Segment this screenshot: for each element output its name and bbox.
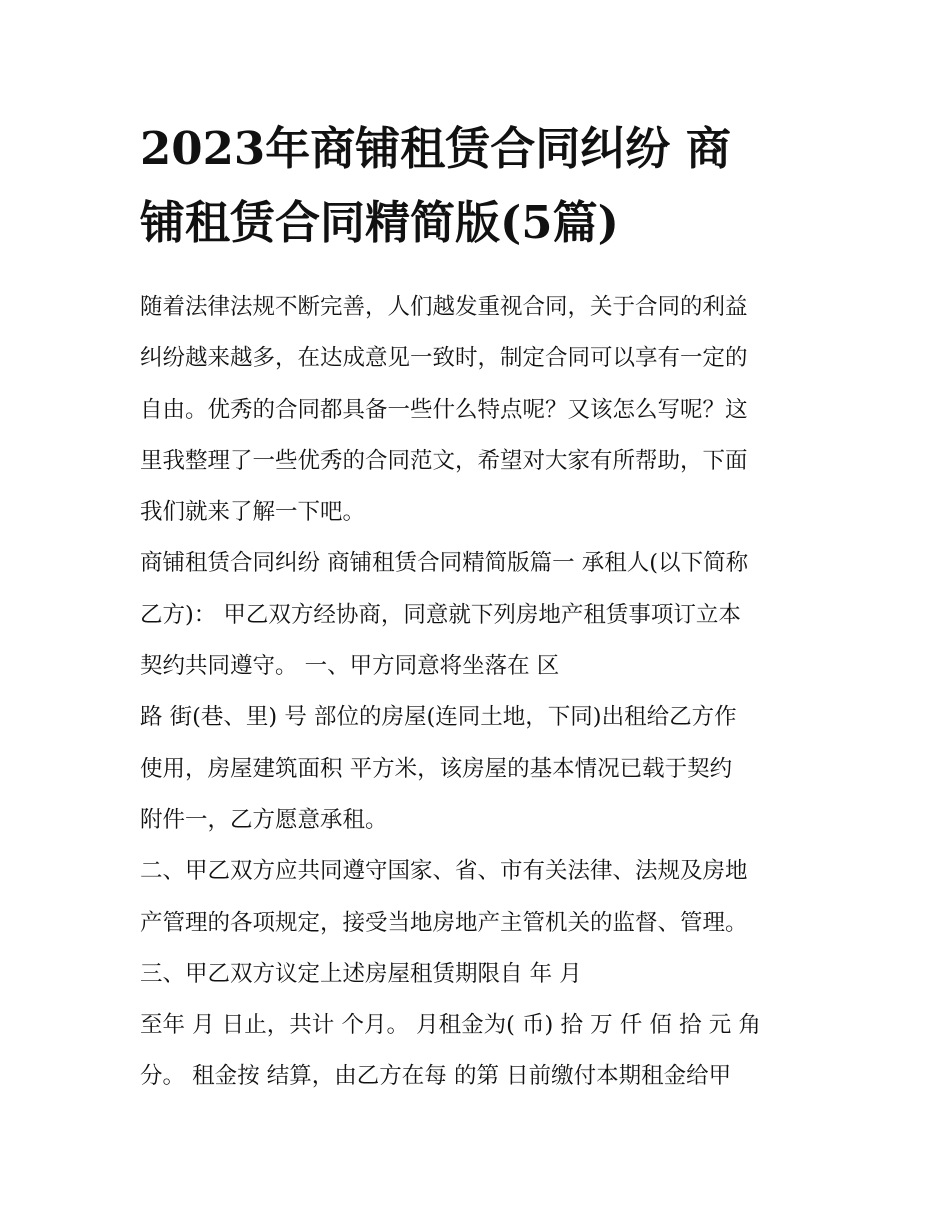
body-line: 商铺租赁合同纠纷 商铺租赁合同精简版篇一 承租人(以下简称 (140, 550, 749, 577)
body-line: 使用，房屋建筑面积 平方米，该房屋的基本情况已载于契约 (140, 755, 733, 782)
body-line: 分。 租金按 结算，由乙方在每 的第 日前缴付本期租金给甲 (140, 1063, 732, 1090)
title-line: 2023年商铺租赁合同纠纷 商 (140, 122, 731, 175)
body-line: 自由。优秀的合同都具备一些什么特点呢？又该怎么写呢？这 (140, 396, 748, 423)
title-line: 铺租赁合同精简版(5篇) (140, 196, 619, 249)
document-title (140, 112, 820, 260)
body-line: 至年 月 日止，共计 个月。 月租金为( 币) 拾 万 仟 佰 拾 元 角 (140, 1012, 761, 1039)
document-body (140, 282, 820, 1103)
body-line: 纠纷越来越多，在达成意见一致时，制定合同可以享有一定的 (140, 345, 748, 372)
body-line: 乙方)： 甲乙双方经协商，同意就下列房地产租赁事项订立本 (140, 601, 741, 628)
body-line: 二、甲乙双方应共同遵守国家、省、市有关法律、法规及房地 (140, 858, 748, 885)
body-line: 我们就来了解一下吧。 (140, 499, 366, 526)
body-line: 三、甲乙双方议定上述房屋租赁期限自 年 月 (140, 960, 582, 987)
body-line: 附件一，乙方愿意承租。 (140, 806, 388, 833)
body-line: 随着法律法规不断完善，人们越发重视合同，关于合同的利益 (140, 294, 748, 320)
body-line: 路 街(巷、里) 号 部位的房屋(连同土地，下同)出租给乙方作 (140, 704, 737, 731)
body-line: 里我整理了一些优秀的合同范文，希望对大家有所帮助，下面 (140, 447, 748, 474)
body-line: 契约共同遵守。 一、甲方同意将坐落在 区 (140, 653, 560, 680)
document-page (140, 112, 820, 1103)
body-line: 产管理的各项规定，接受当地房地产主管机关的监督、管理。 (140, 909, 748, 936)
